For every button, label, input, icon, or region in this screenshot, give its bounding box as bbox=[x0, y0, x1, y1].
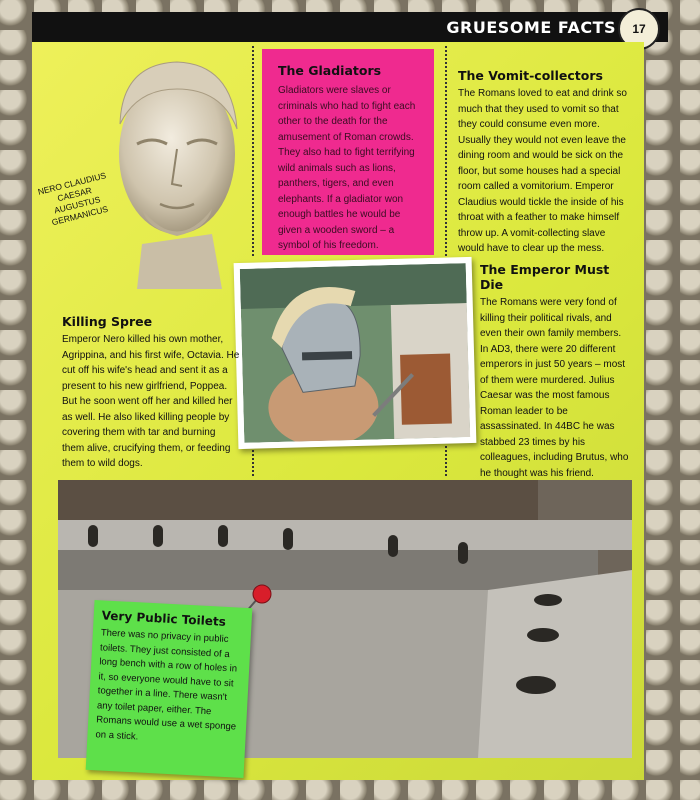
vomit-title: The Vomit-collectors bbox=[458, 68, 603, 83]
killing-body: Emperor Nero killed his own mother, Agrippina, and his first wife, Octavia. He cut off his wife's head and sent it as a present to his new girlfriend, Poppea. But he soon went off her and killed her as well. He also liked killing people by covering them with tar and burning them alive, crucifying them, or feeding them to wild dogs. bbox=[62, 334, 240, 469]
page-number: 17 bbox=[618, 8, 660, 50]
emperor-body: The Romans were very fond of killing their political rivals, and even their own family members. In AD3, there were 20 different emperors in just 50 years – most of them were murdered. Julius Caesar was the most famous Roman leader to be assassinated. In 44BC he was stabbed 23 times by his colleagues, including Brutus, who he thought was his friend. bbox=[480, 297, 629, 479]
column-divider-killing bbox=[252, 446, 254, 476]
vomit-section bbox=[458, 68, 634, 257]
gladiators-title: The Gladiators bbox=[278, 63, 382, 78]
emperor-title: The Emperor Must Die bbox=[480, 262, 610, 292]
toilets-title: Very Public Toilets bbox=[101, 608, 227, 629]
column-divider-right bbox=[445, 46, 447, 260]
toilets-box bbox=[86, 600, 253, 778]
emperor-section bbox=[480, 262, 630, 481]
gladiators-body: Gladiators were slaves or criminals who had to fight each other to the death for the amusement of Roman crowds. They also had to fight terrifying wild animals such as lions, panthers, tigers, and even elephants. If a gladiator won enough battles he would be given a wooden sword – a symbol of his freedom. bbox=[278, 85, 416, 251]
section-title: GRUESOME FACTS bbox=[446, 18, 616, 37]
bust-caption: NERO CLAUDIUS CAESAR AUGUSTUS GERMANICUS bbox=[36, 170, 110, 228]
column-divider-lower bbox=[445, 446, 447, 476]
killing-title: Killing Spree bbox=[62, 314, 153, 329]
gladiator-photo bbox=[234, 257, 477, 449]
header-bar bbox=[32, 12, 668, 42]
vomit-body: The Romans loved to eat and drink so much that they used to vomit so that they could consume even more. Usually they would not even leave the dining room and would be sick on the floor, but some houses had a special room called a vomitorium. Emperor Claudius would tickle the inside of his throat with a feather to make himself throw up. A vomit-collecting slave would have to clear up the mess. bbox=[458, 88, 627, 254]
toilets-body: There was no privacy in public toilets. They just consisted of a long bench with a row of holes in it, so everyone would have to sit together in a line. There wasn't any toilet paper, either. The Romans would use a wet sponge on a stick. bbox=[95, 627, 238, 742]
killing-section bbox=[62, 314, 240, 472]
gladiator-helmet-image bbox=[240, 263, 470, 443]
nero-bust-image bbox=[82, 44, 257, 289]
gladiators-box bbox=[262, 49, 434, 255]
